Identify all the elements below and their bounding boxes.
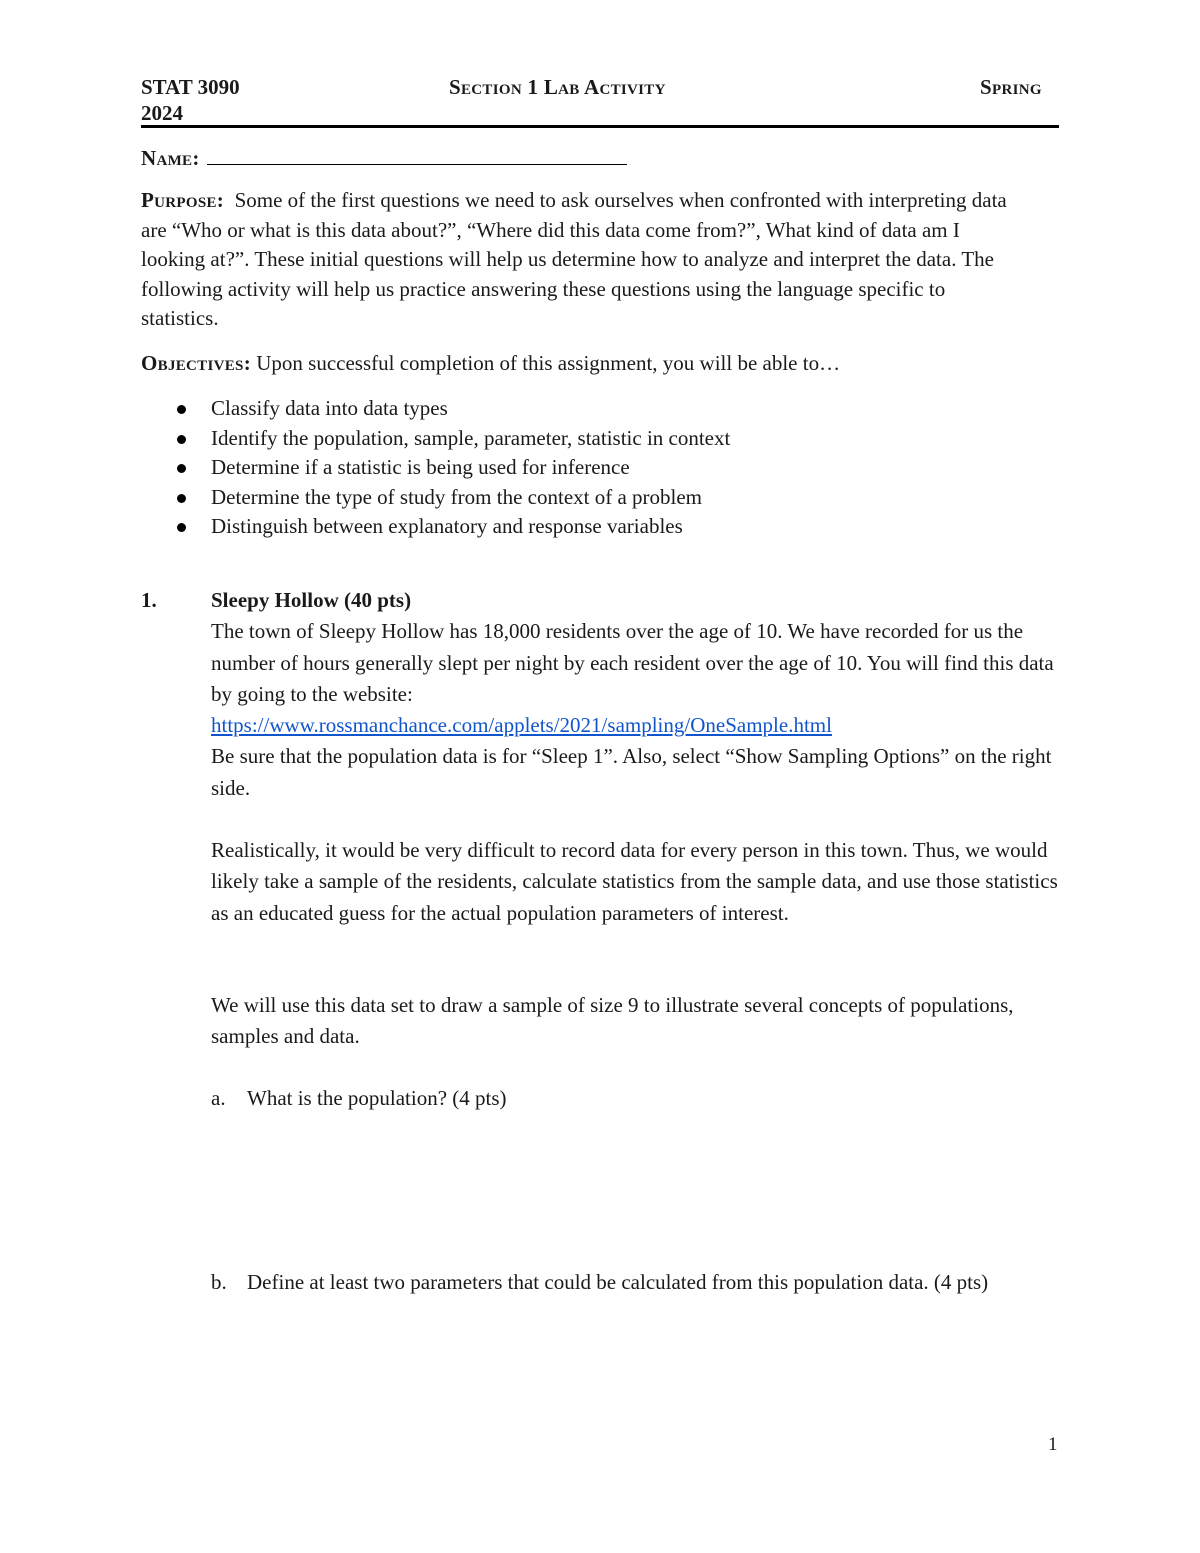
part-text: Define at least two parameters that could be calculated from this population data. (4 pts) xyxy=(247,1270,989,1294)
purpose-label: Purpose: xyxy=(141,188,225,212)
question-1-intro xyxy=(211,585,1061,804)
question-paragraph-1: The town of Sleepy Hollow has 18,000 residents over the age of 10. We have recorded for us the number of hours generally slept per night by each resident over the age of 10. You will find this data by going to the website: xyxy=(211,619,1054,706)
purpose-text: Some of the first questions we need to ask ourselves when confronted with interpreting data are “Who or what is this data about?”, “Where did this data come from?”, What kind of data am I looking at?”. These initial questions will help us determine how to analyze and interpret the data. The following activity will help us practice answering these questions using the language specific to statistics. xyxy=(141,188,1007,330)
question-part-a xyxy=(211,1083,1051,1114)
list-item: Determine the type of study from the context of a problem xyxy=(141,483,730,513)
name-label: Name: xyxy=(141,146,200,170)
objectives-list xyxy=(141,394,730,542)
objectives-label: Objectives: xyxy=(141,351,251,375)
bullet-icon xyxy=(177,405,186,414)
page-number: 1 xyxy=(1048,1434,1058,1455)
list-item: Distinguish between explanatory and response variables xyxy=(141,512,730,542)
question-paragraph-3: Realistically, it would be very difficult to record data for every person in this town. Thus, we would likely take a sample of the residents, calculate statistics from the sample data, and use those statistics as an educated guess for the actual population parameters of interest. xyxy=(211,838,1058,925)
list-item: Classify data into data types xyxy=(141,394,730,424)
question-paragraph-4: We will use this data set to draw a sample of size 9 to illustrate several concepts of populations, samples and data. xyxy=(211,993,1014,1049)
header-year: 2024 xyxy=(141,101,183,125)
question-paragraph-2: Be sure that the population data is for “Sleep 1”. Also, select “Show Sampling Options” on the right side. xyxy=(211,744,1052,800)
header-course: STAT 3090 xyxy=(141,75,240,99)
question-title: Sleepy Hollow (40 pts) xyxy=(211,588,412,612)
name-blank-line[interactable] xyxy=(207,144,627,165)
part-letter: a. xyxy=(211,1086,226,1110)
list-item: Identify the population, sample, parameter, statistic in context xyxy=(141,424,730,454)
objectives-paragraph xyxy=(141,349,1021,379)
applet-link[interactable]: https://www.rossmanchance.com/applets/2021/sampling/OneSample.html xyxy=(211,713,832,738)
purpose-paragraph xyxy=(141,186,1021,334)
bullet-icon xyxy=(177,435,186,444)
question-number: 1. xyxy=(141,588,157,612)
bullet-icon xyxy=(177,523,186,532)
header-rule xyxy=(141,125,1059,128)
question-part-b xyxy=(211,1267,1051,1298)
header-term: Spring xyxy=(980,75,1042,99)
bullet-icon xyxy=(177,464,186,473)
name-row xyxy=(141,144,627,171)
header-title: Section 1 Lab Activity xyxy=(449,75,666,99)
list-item: Determine if a statistic is being used for inference xyxy=(141,453,730,483)
bullet-icon xyxy=(177,494,186,503)
part-letter: b. xyxy=(211,1270,227,1294)
objectives-intro: Upon successful completion of this assignment, you will be able to… xyxy=(256,351,841,375)
part-text: What is the population? (4 pts) xyxy=(247,1086,507,1110)
